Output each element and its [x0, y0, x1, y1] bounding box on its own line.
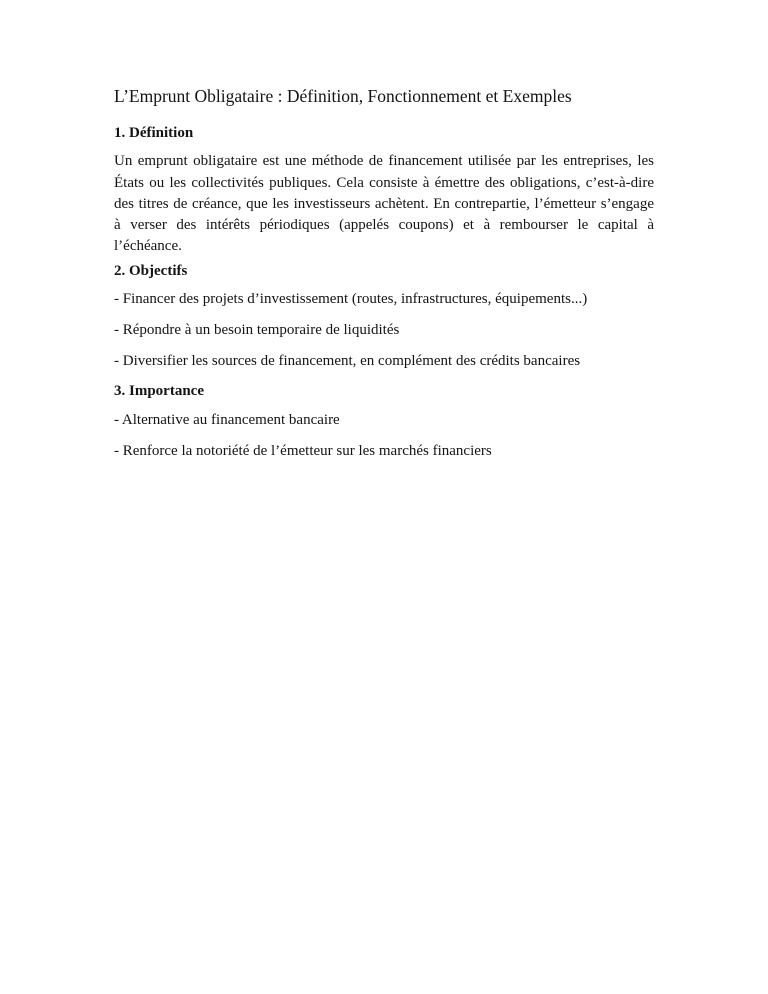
document-title: L’Emprunt Obligataire : Définition, Fonctionnement et Exemples: [114, 86, 572, 106]
section-heading-objectifs: 2. Objectifs: [114, 262, 188, 279]
list-item-financer: - Financer des projets d’investissement (routes, infrastructures, équipements...): [114, 291, 588, 308]
definition-paragraph: Un emprunt obligataire est une méthode de financement utilisée par les entreprises, les États ou les collectivités publiques. Cela consiste à émettre des obligations, c’est-à-dire des titres de créance, que les investisseurs achètent. En contrepartie, l’émetteur s’engage à verser des intérêts périodiques (appelés coupons) et à rembourser le capital à l’échéance.: [114, 153, 654, 255]
section-heading-definition: 1. Définition: [114, 125, 194, 141]
list-item-diversifier: - Diversifier les sources de financement, en complément des crédits bancaires: [114, 352, 581, 369]
list-item-renforce: - Renforce la notoriété de l’émetteur sur les marchés financiers: [114, 442, 492, 459]
list-item-repondre: - Répondre à un besoin temporaire de liquidités: [114, 321, 400, 338]
section-heading-importance: 3. Importance: [114, 383, 204, 400]
list-item-alternative: - Alternative au financement bancaire: [114, 411, 340, 428]
